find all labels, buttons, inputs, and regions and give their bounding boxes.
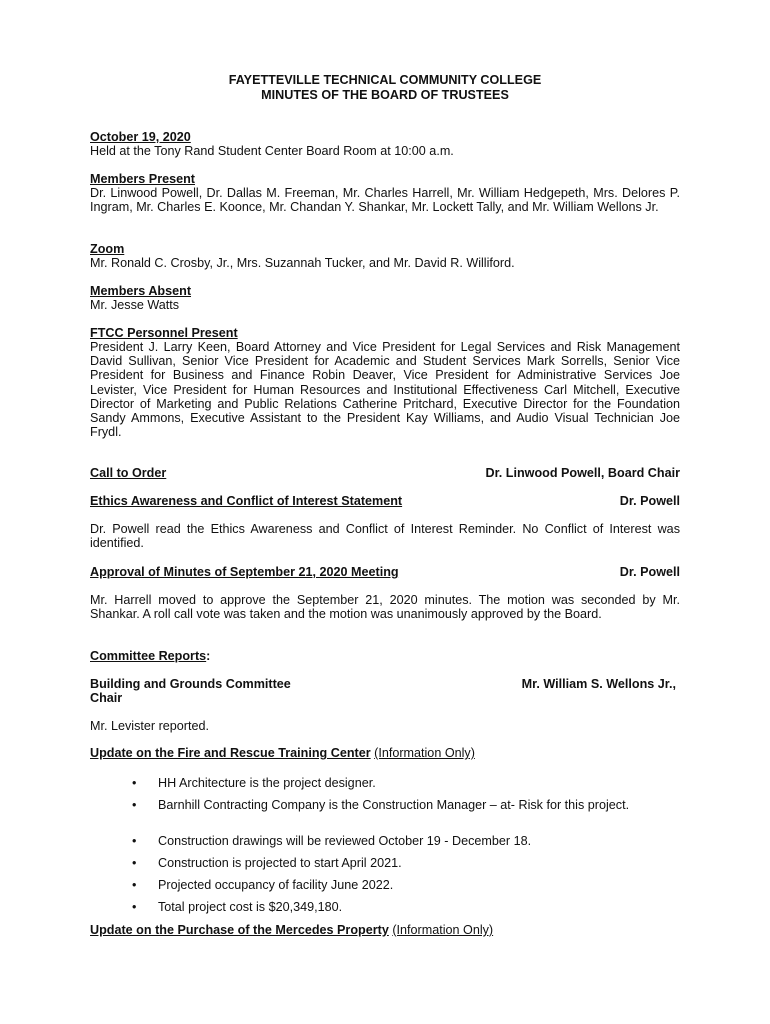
meeting-location: Held at the Tony Rand Student Center Board Room at 10:00 a.m.: [90, 144, 454, 158]
personnel-list: President J. Larry Keen, Board Attorney and Vice President for Legal Services and Risk Management David Sullivan, Senior Vice President for Academic and Student Services Mark Sorrells, Senior Vice President for Business and Finance Robin Deaver, Vice President for Administrative Services Joe Levister, Vice President for Human Resources and Institutional Effectiveness Carl Mitchell, Executive Director of Marketing and Public Relations Catherine Pritchard, Executive Director for the Foundation Sandy Ammons, Executive Assistant to the President Kay Williams, and Audio Visual Technician Joe Frydl.: [90, 340, 680, 440]
members-absent-list: Mr. Jesse Watts: [90, 298, 180, 312]
mercedes-note: (Information Only): [392, 923, 494, 937]
committee-reports-label: Committee Reports: [90, 649, 207, 663]
bullet-text: Projected occupancy of facility June 2022.: [158, 878, 394, 892]
bullet-icon: •: [132, 856, 137, 870]
bullet-text: Construction is projected to start April 2021.: [158, 856, 402, 870]
bullet-icon: •: [132, 798, 137, 812]
zoom-list: Mr. Ronald C. Crosby, Jr., Mrs. Suzannah Tucker, and Mr. David R. Williford.: [90, 256, 515, 270]
fire-rescue-heading: Update on the Fire and Rescue Training Center: [90, 746, 371, 760]
fire-rescue-heading-line: [90, 746, 680, 760]
college-name: FAYETTEVILLE TECHNICAL COMMUNITY COLLEGE: [228, 73, 542, 87]
members-present-heading: Members Present: [90, 172, 195, 186]
bullet-text: HH Architecture is the project designer.: [158, 776, 376, 790]
bullet-icon: •: [132, 834, 137, 848]
fire-rescue-note: (Information Only): [374, 746, 475, 760]
approval-presenter: Dr. Powell: [619, 565, 680, 579]
bullet-icon: •: [132, 900, 137, 914]
mercedes-heading: Update on the Purchase of the Mercedes Property: [90, 923, 389, 937]
committee-reports-colon: :: [206, 649, 211, 663]
committee-reports-heading: [90, 649, 680, 663]
ethics-label: Ethics Awareness and Conflict of Interest Statement: [90, 494, 403, 508]
committee-reported-by: Mr. Levister reported.: [90, 719, 209, 733]
approval-label: Approval of Minutes of September 21, 2020 Meeting: [90, 565, 399, 579]
building-committee-chair-title: Chair: [90, 691, 123, 705]
ethics-text: Dr. Powell read the Ethics Awareness and Conflict of Interest Reminder. No Conflict of Interest was identified.: [90, 522, 680, 551]
members-absent-heading: Members Absent: [90, 284, 192, 298]
bullet-icon: •: [132, 878, 137, 892]
bullet-text: Total project cost is $20,349,180.: [158, 900, 343, 914]
building-committee-label: Building and Grounds Committee: [90, 677, 291, 691]
zoom-heading: Zoom: [90, 242, 125, 256]
call-to-order-label: Call to Order: [90, 466, 167, 480]
document-title: MINUTES OF THE BOARD OF TRUSTEES: [261, 88, 509, 102]
bullet-text: Construction drawings will be reviewed October 19 - December 18.: [158, 834, 532, 848]
members-present-list: Dr. Linwood Powell, Dr. Dallas M. Freeman, Mr. Charles Harrell, Mr. William Hedgepeth, Mrs. Delores P. Ingram, Mr. Charles E. Koonce, Mr. Chandan Y. Shankar, Mr. Lockett Tally, and Mr. William Wellons Jr.: [90, 186, 680, 215]
bullet-icon: •: [132, 776, 137, 790]
ethics-presenter: Dr. Powell: [619, 494, 680, 508]
building-committee-chair: Mr. William S. Wellons Jr.,: [521, 677, 676, 691]
approval-text: Mr. Harrell moved to approve the September 21, 2020 minutes. The motion was seconded by Mr. Shankar. A roll call vote was taken and the motion was unanimously approved by the Board.: [90, 593, 680, 622]
mercedes-heading-line: [90, 923, 680, 937]
bullet-text: Barnhill Contracting Company is the Construction Manager – at- Risk for this project.: [158, 798, 630, 812]
call-to-order-presenter: Dr. Linwood Powell, Board Chair: [485, 466, 680, 480]
personnel-heading: FTCC Personnel Present: [90, 326, 238, 340]
meeting-date: October 19, 2020: [90, 130, 191, 144]
